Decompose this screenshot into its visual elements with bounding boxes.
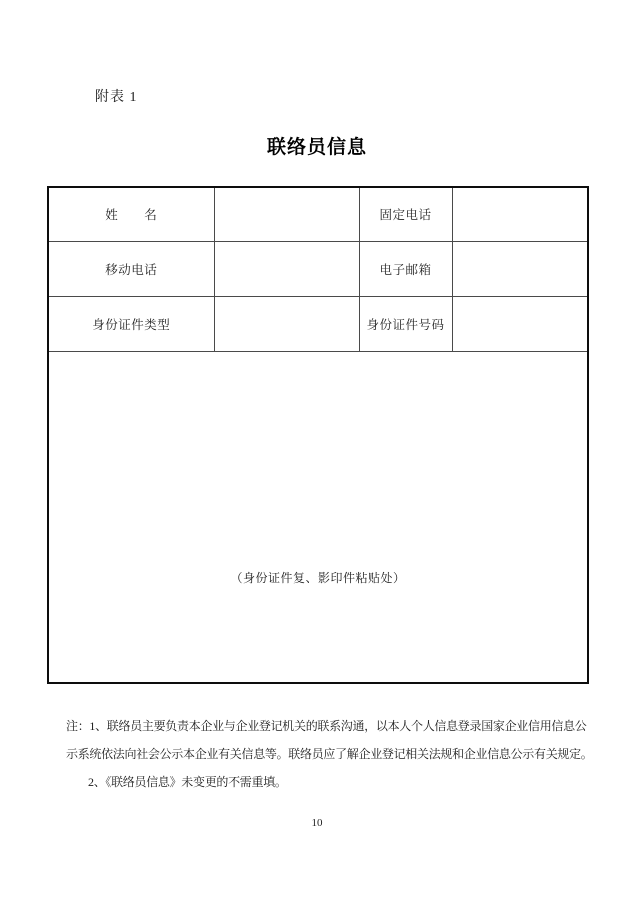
field-label-mobile-phone: 移动电话 [48, 241, 214, 296]
id-paste-area[interactable] [48, 351, 588, 683]
note-line-1: 注：1、联络员主要负责本企业与企业登记机关的联系沟通，以本人个人信息登录国家企业信用信息公 [66, 719, 587, 733]
page-number: 10 [311, 817, 323, 829]
contact-info-table [47, 186, 589, 684]
table-row [48, 187, 588, 241]
page-title: 联络员信息 [266, 137, 367, 158]
note-line-2: 示系统依法向社会公示本企业有关信息等。联络员应了解企业登记相关法规和企业信息公示有关规定。 [66, 747, 593, 761]
field-value-name[interactable] [214, 187, 359, 241]
field-label-name: 姓 名 [48, 187, 214, 241]
field-value-mobile-phone[interactable] [214, 241, 359, 296]
appendix-label: 附表 1 [95, 90, 138, 105]
field-label-id-type: 身份证件类型 [48, 296, 214, 351]
table-row [48, 241, 588, 296]
field-label-id-number: 身份证件号码 [359, 296, 452, 351]
field-value-fixed-phone[interactable] [452, 187, 588, 241]
table-row [48, 296, 588, 351]
field-label-fixed-phone: 固定电话 [359, 187, 452, 241]
paste-area-caption: （身份证件复、影印件粘贴处） [230, 570, 406, 585]
note-line-3: 2、《联络员信息》未变更的不需重填。 [88, 775, 287, 789]
notes-section [66, 712, 593, 796]
field-value-id-type[interactable] [214, 296, 359, 351]
field-value-id-number[interactable] [452, 296, 588, 351]
field-label-email: 电子邮箱 [359, 241, 452, 296]
field-value-email[interactable] [452, 241, 588, 296]
table-row [48, 351, 588, 683]
